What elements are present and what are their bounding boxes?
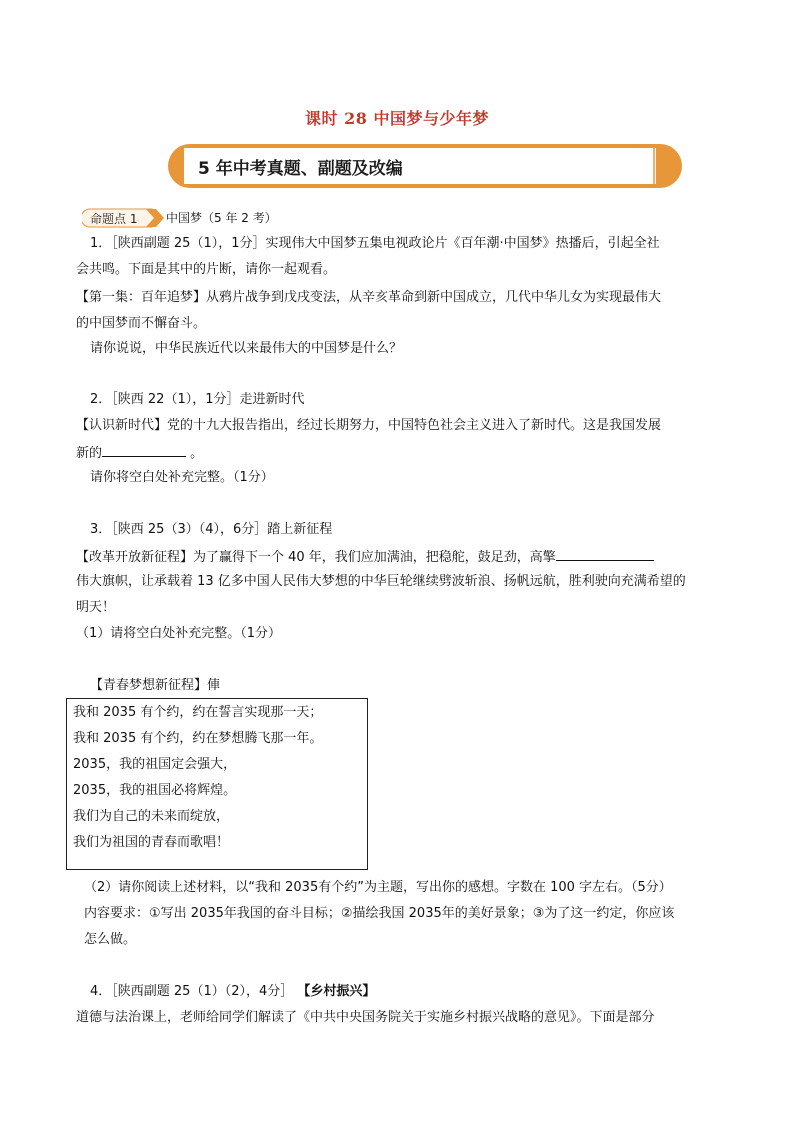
q2-line3 bbox=[76, 442, 203, 464]
banner-title: 5 年中考真题、副题及改编 bbox=[198, 159, 403, 179]
q3-line5: （1）请将空白处补充完整。（1分） bbox=[76, 626, 282, 641]
q3-poem-title: 【青春梦想新征程】俥 bbox=[90, 678, 221, 693]
topic-text: 中国梦（5 年 2 考） bbox=[166, 211, 277, 225]
q3-sub2-line2: 内容要求：①写出 2035年我国的奋斗目标；②描绘我国 2035年的美好景象；③为了这一约定，你应该 bbox=[84, 906, 675, 921]
lesson-title: 课时 28 中国梦与少年梦 bbox=[305, 109, 489, 128]
topic-tag-label: 命题点 1 bbox=[90, 212, 138, 226]
q2-blank bbox=[102, 442, 186, 457]
q1-line1: 1．［陕西副题 25（1），1分］实现伟大中国梦五集电视政论片《百年潮·中国梦》热播后，引起全社 bbox=[90, 236, 660, 251]
poem-line: 2035，我的祖国必将辉煌。 bbox=[73, 783, 237, 798]
q4-line2: 道德与法治课上，老师给同学们解读了《中共中央国务院关于实施乡村振兴战略的意见》。下面是部分 bbox=[76, 1010, 655, 1025]
poem-line: 2035，我的祖国定会强大， bbox=[73, 757, 237, 772]
section-banner bbox=[168, 144, 682, 188]
q2-line4: 请你将空白处补充完整。（1分） bbox=[90, 470, 274, 485]
topic-tag bbox=[82, 208, 164, 228]
q3-sub2-line3: 怎么做。 bbox=[84, 932, 137, 947]
poem-box bbox=[66, 698, 368, 870]
q1-line4: 的中国梦而不懈奋斗。 bbox=[76, 316, 207, 331]
q4-line1-pre: 4．［陕西副题 25（1）（2），4分］ bbox=[90, 984, 294, 999]
q1-line5: 请你说说，中华民族近代以来最伟大的中国梦是什么？ bbox=[90, 341, 403, 356]
poem-line: 我们为自己的未来而绽放， bbox=[73, 809, 230, 824]
poem-line: 我们为祖国的青春而歌唱！ bbox=[73, 835, 230, 850]
q3-line2 bbox=[76, 546, 654, 568]
q1-line3: 【第一集：百年追梦】从鸦片战争到戊戌变法，从辛亥革命到新中国成立，几代中华儿女为实现最伟大 bbox=[76, 290, 662, 305]
q3-line1: 3．［陕西 25（3）（4），6分］踏上新征程 bbox=[90, 522, 333, 537]
q3-line2-pre: 【改革开放新征程】为了赢得下一个 40 年，我们应加满油，把稳舵，鼓足劲，高擎 bbox=[76, 550, 556, 565]
q2-line2: 【认识新时代】党的十九大报告指出，经过长期努力，中国特色社会主义进入了新时代。这是我国发展 bbox=[76, 418, 662, 433]
q3-blank bbox=[556, 546, 654, 561]
q4-line1 bbox=[90, 982, 375, 1002]
q3-sub2-line1: （2）请你阅读上述材料，以“我和 2035有个约”为主题，写出你的感想。字数在 100 字左右。（5分） bbox=[84, 880, 672, 895]
poem-line: 我和 2035 有个约，约在誓言实现那一天； bbox=[73, 705, 323, 720]
q4-tag: 【乡村振兴】 bbox=[297, 984, 376, 999]
q1-line2: 会共鸣。下面是其中的片断，请你一起观看。 bbox=[76, 262, 337, 277]
q2-line3-post: 。 bbox=[190, 446, 204, 461]
q3-line3: 伟大旗帜，让承载着 13 亿多中国人民伟大梦想的中华巨轮继续劈波斩浪、扬帆远航，胜利驶向充满希望的 bbox=[76, 574, 686, 589]
poem-line: 我和 2035 有个约，约在梦想腾飞那一年。 bbox=[73, 731, 323, 746]
q2-line3-pre: 新的 bbox=[76, 446, 103, 461]
q3-line4: 明天！ bbox=[76, 600, 116, 615]
q2-line1: 2．［陕西 22（1），1分］走进新时代 bbox=[90, 392, 305, 407]
